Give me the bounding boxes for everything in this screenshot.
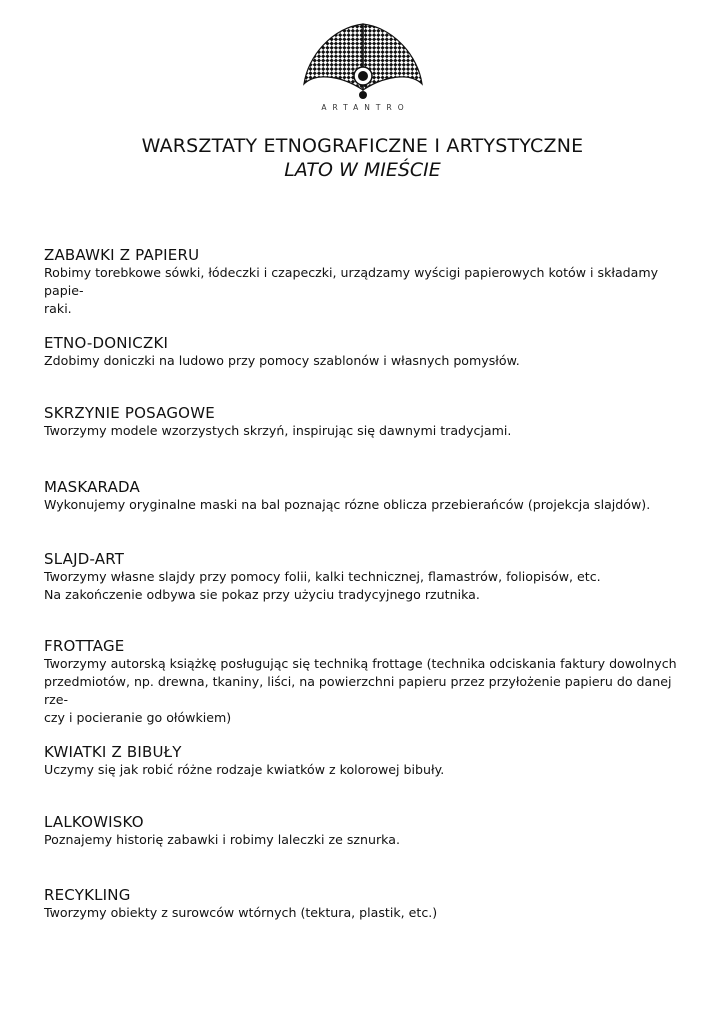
section-heading: ZABAWKI Z PAPIERU [44, 246, 200, 264]
section-text-line: Na zakończenie odbywa sie pokaz przy użyciu tradycyjnego rzutnika. [44, 587, 480, 602]
title-block [0, 134, 725, 182]
section-text-line: Wykonujemy oryginalne maski na bal poznając rózne oblicza przebierańców (projekcja slajdów). [44, 497, 651, 512]
section-heading: ETNO-DONICZKI [44, 334, 169, 352]
section-text-line: Tworzymy obiekty z surowców wtórnych (tektura, plastik, etc.) [44, 905, 438, 920]
section-frottage [44, 637, 684, 727]
section-text-line: Tworzymy autorską książkę posługując się techniką frottage (technika odciskania faktury dowolnych [44, 656, 677, 671]
section-heading: SLAJD-ART [44, 550, 125, 568]
section-text-line: Robimy torebkowe sówki, łódeczki i czapeczki, urządzamy wyścigi papierowych kotów i składamy papie- [44, 265, 659, 298]
page-title: WARSZTATY ETNOGRAFICZNE I ARTYSTYCZNE [141, 135, 584, 157]
section-maskarada [44, 478, 684, 514]
section-text-line: Poznajemy historię zabawki i robimy laleczki ze sznurka. [44, 832, 400, 847]
section-heading: MASKARADA [44, 478, 140, 496]
section-slajd-art [44, 550, 684, 604]
brand-name: ARTANTRO [321, 103, 410, 112]
section-lalkowisko [44, 813, 684, 849]
page-subtitle: LATO W MIEŚCIE [284, 159, 441, 181]
section-text-line: czy i pocieranie go ołówkiem) [44, 710, 232, 725]
section-kwiatki-z-bibuly [44, 743, 684, 779]
section-text-line: przedmiotów, np. drewna, tkaniny, liści, na powierzchni papieru przez przyłożenie papieru do danej rze- [44, 674, 672, 707]
section-heading: FROTTAGE [44, 637, 125, 655]
section-text-line: Tworzymy własne slajdy przy pomocy folii, kalki technicznej, flamastrów, foliopisów, etc. [44, 569, 601, 584]
section-heading: LALKOWISKO [44, 813, 144, 831]
section-skrzynie-posagowe [44, 404, 684, 440]
section-zabawki-z-papieru [44, 246, 684, 318]
section-text-line: Tworzymy modele wzorzystych skrzyń, inspirując się dawnymi tradycjami. [44, 423, 512, 438]
section-text-line: raki. [44, 301, 72, 316]
section-heading: KWIATKI Z BIBUŁY [44, 743, 182, 761]
section-recykling [44, 886, 684, 922]
section-heading: SKRZYNIE POSAGOWE [44, 404, 215, 422]
section-text-line: Uczymy się jak robić różne rodzaje kwiatków z kolorowej bibuły. [44, 762, 445, 777]
section-text-line: Zdobimy doniczki na ludowo przy pomocy szablonów i własnych pomysłów. [44, 353, 520, 368]
artantro-logo-icon [302, 16, 424, 100]
section-heading: RECYKLING [44, 886, 131, 904]
section-etno-doniczki [44, 334, 684, 370]
